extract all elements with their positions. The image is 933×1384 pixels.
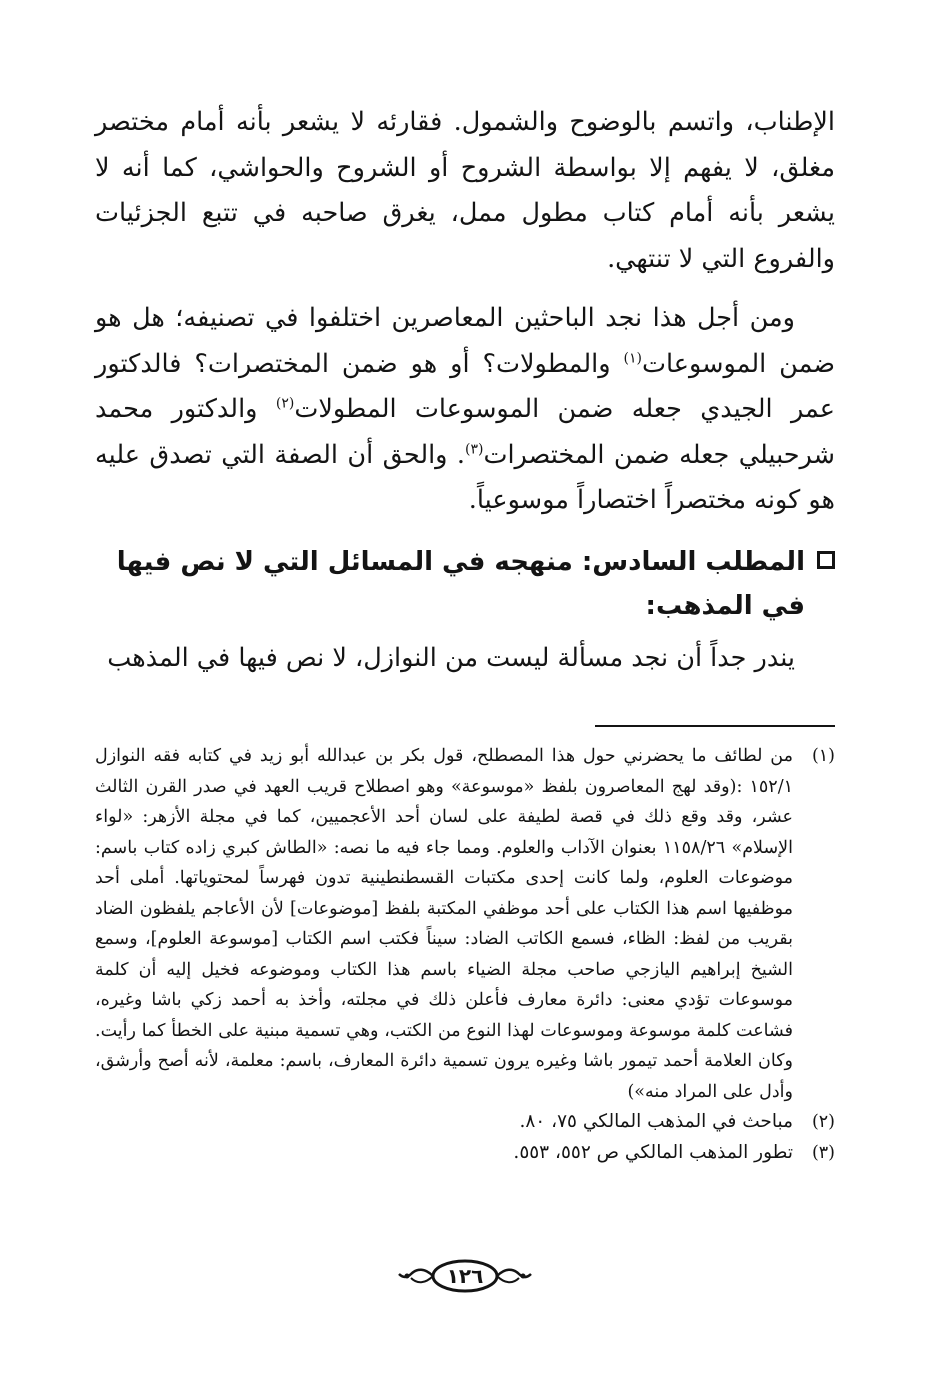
footnote-2 (95, 1107, 835, 1138)
paragraph-2-part-3: والدكتور محمد شرحبيلي جعله ضمن المختصرات (95, 394, 835, 470)
section-heading-text: المطلب السادس: منهجه في المسائل التي لا نص فيها في المذهب: (116, 546, 805, 621)
footnote-text: تطور المذهب المالكي ص ٥٥٢، ٥٥٣. (513, 1141, 793, 1163)
footnote-ref-1[interactable]: (١) (623, 350, 642, 366)
section-heading (95, 540, 835, 628)
footnote-number: (١) (811, 746, 835, 766)
footnotes (95, 741, 835, 1168)
footnote-ref-2[interactable]: (٢) (275, 395, 295, 412)
footnote-ref-3[interactable]: (٣) (465, 441, 484, 457)
footnote-divider (595, 725, 835, 727)
footnote-text: من لطائف ما يحضرني حول هذا المصطلح، قول بكر بن عبدالله أبو زيد في كتابه فقه النوازل ١٥٢/١ :(وقد لهج المعاصرون بلفظ «موسوعة» وهو اصطلاح قريب العهد في صدر القرن الثالث عشر، وقد وقع ذلك في قصة لطيفة على لسان أحد الأعجميين، كما في مجلة الأزهر: «لواء الإسلام» ١١٥٨/٢٦ بعنوان الآداب والعلوم. ومما جاء فيه ما نصه: «الطاش كبري زاده كتاب باسم: موضوعات العلوم، ولما كانت إحدى مكتبات القسطنطينية تدون فهرساً لمحتوياتها. أملى أحد موظفيها اسم هذا الكتاب على أحد موظفي المكتبة بلفظ [موضوعات] لأن الأعاجم يلفظون الضاد بقريب من لفظ: الظاء، فسمع الكاتب الضاد: سيناً فكتب اسم الكتاب [موسوعة العلوم]، وسمع الشيخ إبراهيم اليازجي صاحب مجلة الضياء باسم هذا الكتاب وموضوعه فخيل إليه أن كلمة موسوعات تؤدي معنى: دائرة معارف فأعلن ذلك في مجلته، وأخذ به أحمد زكي باشا وغيره، فشاعت كلمة موسوعة وموسوعات لهذا النوع من الكتب، وهي تسمية مبنية على الخطأ كما رأيت. وكان العلامة أحمد تيمور باشا وغيره يرون تسمية دائرة المعارف، باسم: معلمة، لأنه أصح وأرشق، وأدل على المراد منه») (95, 746, 794, 1102)
page-number-ornament (395, 1258, 535, 1298)
paragraph-1: الإطناب، واتسم بالوضوح والشمول. فقارئه لا يشعر بأنه أمام مختصر مغلق، لا يفهم إلا بواسطة الشروح أو الشروح والحواشي، كما أنه لا يشعر بأنه أمام كتاب مطول ممل، يغرق صاحبه في تتبع الجزئيات والفروع التي لا تنتهي. (95, 107, 835, 274)
footnote-number: (٣) (811, 1142, 835, 1163)
page-number: ١٢٦ (446, 1264, 484, 1288)
footnote-text: مباحث في المذهب المالكي ٧٥، ٨٠. (519, 1111, 793, 1132)
section-paragraph: يندر جداً أن نجد مسألة ليست من النوازل، لا نص فيها في المذهب (107, 642, 795, 673)
page-body (95, 100, 835, 1168)
paragraph-2-part-2: والمطولات؟ أو هو ضمن المختصرات؟ فالدكتور عمر الجيدي جعله ضمن الموسوعات المطولات (95, 348, 835, 424)
footnote-number: (٢) (811, 1112, 835, 1132)
square-bullet-icon (817, 551, 835, 569)
paragraph-2-part-1: ومن أجل هذا نجد الباحثين المعاصرين اختلفوا في تصنيفه؛ هل هو ضمن الموسوعات (95, 303, 835, 379)
footnote-1 (95, 741, 835, 1107)
paragraph-2-part-4: . والحق أن الصفة التي تصدق عليه هو كونه مختصراً اختصاراً موسوعياً. (95, 439, 835, 515)
footnote-3 (95, 1138, 835, 1169)
paragraph-2 (95, 296, 835, 524)
